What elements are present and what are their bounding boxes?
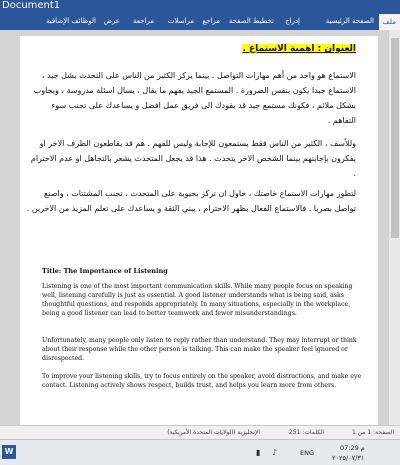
tab-home[interactable]: الصفحة الرئيسية bbox=[325, 17, 374, 25]
document-area bbox=[0, 30, 400, 425]
arabic-paragraph-1: الاستماع هو واحد من أهم مهارات التواصل . بينما يركز الكثير من الناس على التحدث بشل جيد ، الاستماع جيدا يكون بنفس الضرورة . المستمع الجيد يفهم ما يقال ، يسال اسئلة مدروسة ، ويجاوب بشكل ملائم ، فكونك مستمع جيد قد يقودك الى فريق عمل افضل و يساعدك على تجنب سوء التفاهم . bbox=[33, 71, 356, 125]
arabic-title: العنوان : اهمية الاستماع . bbox=[242, 44, 356, 54]
ribbon-tabs bbox=[0, 12, 400, 30]
word-count[interactable]: الكلمات: 251 bbox=[288, 429, 324, 436]
page-count[interactable]: الصفحة: 1 من 1 bbox=[351, 429, 394, 436]
vertical-scrollbar[interactable] bbox=[388, 30, 400, 425]
english-paragraph-1: Listening is one of the most important communication skills. While many people focus on speaking well, listening carefully is just as essential. A good listener understands what is being said, asks thoughtful questions, and responds appropriately. In many situations, especially in the workplace, being a good listener can lead to better teamwork and fewer misunderstandings. bbox=[42, 283, 353, 317]
word-icon[interactable]: W bbox=[2, 445, 16, 459]
english-title: Title: The Importance of Listening bbox=[42, 267, 168, 275]
title-bar bbox=[0, 0, 400, 12]
network-icon[interactable]: ▮ bbox=[256, 448, 261, 457]
tab-addins[interactable]: الوظائف الإضافية bbox=[45, 17, 96, 25]
english-paragraph-2: Unfortunately, many people only listen to reply rather than understand. They may interrupt or think about their response while the other person is talking. This can make the speaker feel ignored or disrespected. bbox=[42, 337, 357, 362]
speaker-icon[interactable]: ♪ bbox=[272, 448, 278, 457]
tab-insert[interactable]: إدراج bbox=[285, 17, 300, 25]
document-page[interactable] bbox=[20, 36, 378, 425]
arabic-paragraph-2: وللأسف ، الكثير من الناس فقط يستمعون للإجابة وليس للفهم . هم قد يقاطعون الطرف الاخر او يفكرون بإجابتهم بينما الشخص الاخر يتحدث . هذا قد يجعل المتحدث يشعر بالتجاهل او عدم الاحترام . bbox=[30, 139, 356, 178]
window-title: Document1 bbox=[2, 0, 61, 11]
clock-date[interactable]: ٢٠٢٥/٠٧/٣١ bbox=[332, 454, 365, 462]
english-paragraph-3: To improve your listening skills, try to focus entirely on the speaker, avoid distractions, and make eye contact. Listening actively shows respect, builds trust, and helps you learn more from others. bbox=[42, 373, 362, 389]
tab-view[interactable]: عرض bbox=[103, 17, 120, 25]
tab-file[interactable]: ملف bbox=[379, 14, 400, 30]
language-indicator[interactable]: الإنجليزية (الولايات المتحدة الأمريكية) bbox=[167, 429, 260, 436]
scrollbar-thumb[interactable] bbox=[391, 38, 399, 238]
taskbar bbox=[0, 439, 400, 465]
clock-time[interactable]: م 07:29 bbox=[340, 444, 365, 452]
tab-page-layout[interactable]: تخطيط الصفحة bbox=[228, 17, 274, 25]
tab-references[interactable]: مراجع bbox=[202, 17, 220, 25]
input-language[interactable]: ENG bbox=[300, 449, 315, 457]
status-bar bbox=[0, 425, 400, 439]
arabic-paragraph-3: لتطور مهارات الاستماع خاصتك ، حاول ان تركز بحيوية على المتحدث ، تجنب المشتتات ، واصنع تواصل بصريا . فالاستماع الفعال يظهر الاحترام ، يبني الثقة و يساعدك على تعلم المزيد من الاخرين . bbox=[26, 189, 356, 213]
tab-mailings[interactable]: مراسلات bbox=[167, 17, 194, 25]
tab-review[interactable]: مراجعة bbox=[132, 17, 154, 25]
